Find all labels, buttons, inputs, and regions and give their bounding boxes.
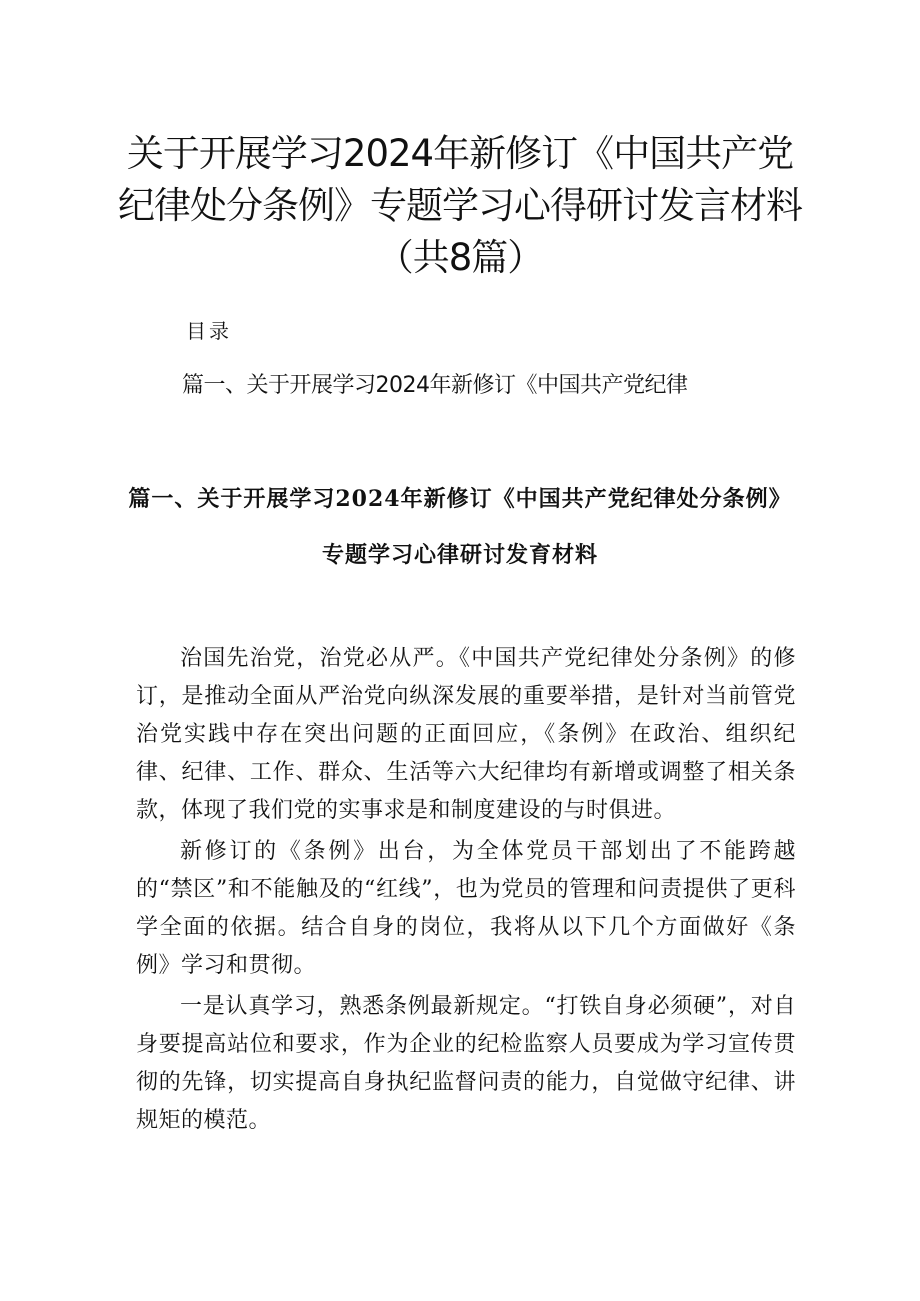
section-title-line-1: 篇一、关于开展学习2024年新修订《中国共产党纪律处分条例》 (128, 486, 792, 512)
document-title (60, 128, 860, 284)
title-line-2: 纪律处分条例》专题学习心得研讨发言材料 (118, 184, 802, 227)
paragraph: 治国先治党，治党必从严。《中国共产党纪律处分条例》的修订，是推动全面从严治党向纵深发展的重要举措，是针对当前管党治党实践中存在突出问题的正面回应，《条例》在政治、组织纪律、纪律、工作、群众、生活等六大纪律均有新增或调整了相关条款，体现了我们党的实事求是和制度建设的与时俱进。 (136, 646, 796, 823)
section-title-line-2: 专题学习心律研讨发育材料 (321, 542, 598, 568)
toc-entry[interactable]: 篇一、关于开展学习2024年新修订《中国共产党纪律 (182, 373, 688, 398)
body-text (136, 640, 796, 1143)
toc-heading: 目录 (186, 319, 232, 343)
title-line-1: 关于开展学习2024年新修订《中国共产党 (126, 132, 794, 175)
paragraph: 一是认真学习，熟悉条例最新规定。“打铁自身必须硬”，对自身要提高站位和要求，作为企业的纪检监察人员要成为学习宣传贯彻的先锋，切实提高自身执纪监督问责的能力，自觉做守纪律、讲规矩的模范。 (136, 994, 796, 1133)
title-line-3: （共8篇） (376, 236, 544, 279)
paragraph: 新修订的《条例》出台，为全体党员干部划出了不能跨越的“禁区”和不能触及的“红线”，也为党员的管理和问责提供了更科学全面的依据。结合自身的岗位，我将从以下几个方面做好《条例》学习和贯彻。 (136, 839, 796, 978)
